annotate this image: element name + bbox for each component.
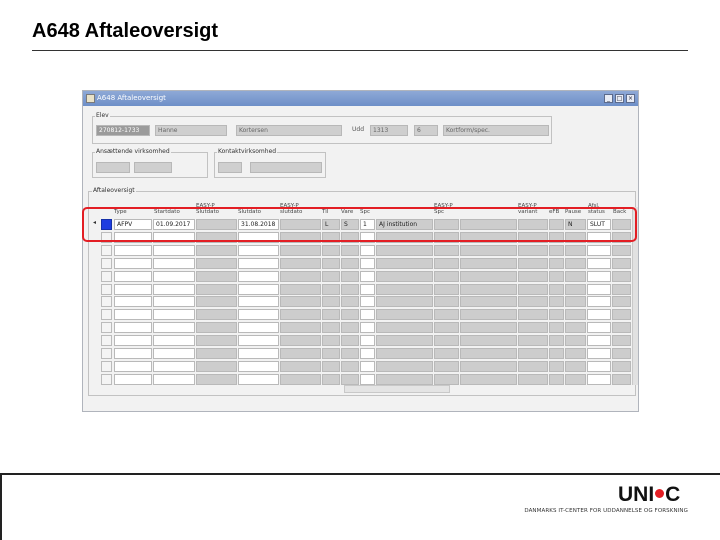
grid-cell	[549, 296, 564, 307]
current-row-arrow-icon: ◂	[93, 219, 97, 226]
udd-field[interactable]: 1313	[370, 125, 408, 136]
row-selector[interactable]	[101, 335, 112, 346]
col-header-afsl-status: Afsl. status	[588, 203, 605, 215]
grid-cell[interactable]	[587, 271, 611, 282]
grid-cell	[322, 374, 340, 385]
grid-cell	[518, 296, 548, 307]
cell-type[interactable]: AFPV	[114, 219, 152, 230]
grid-cell	[341, 322, 359, 333]
grid-cell	[518, 258, 548, 269]
cell-easy-spc: AJ institution	[376, 219, 433, 230]
col-header-spc: Spc	[360, 209, 371, 215]
grid-cell	[322, 335, 340, 346]
grid-cell	[565, 296, 586, 307]
grid-cell[interactable]	[153, 284, 195, 295]
grid-cell	[612, 245, 631, 256]
col-header-pause: Pause	[565, 209, 582, 215]
grid-cell	[518, 322, 548, 333]
grid-cell	[565, 284, 586, 295]
app-icon	[86, 94, 95, 103]
kontakt-group-label: Kontaktvirksomhed	[218, 148, 277, 155]
grid-cell[interactable]	[587, 335, 611, 346]
grid-cell[interactable]	[114, 361, 152, 372]
grid-cell	[549, 245, 564, 256]
grid-cell	[280, 271, 321, 282]
grid-cell[interactable]	[114, 271, 152, 282]
grid-cell[interactable]	[587, 309, 611, 320]
grid-cell	[549, 348, 564, 359]
grid-cell[interactable]	[360, 309, 375, 320]
grid-cell[interactable]	[360, 271, 375, 282]
grid-cell	[341, 348, 359, 359]
grid-cell	[460, 296, 517, 307]
grid-cell[interactable]	[587, 322, 611, 333]
grid-cell	[341, 284, 359, 295]
grid-cell[interactable]	[238, 322, 279, 333]
grid-cell	[549, 271, 564, 282]
grid-cell	[196, 271, 237, 282]
col-header-startdato: Startdato	[154, 209, 180, 215]
grid-cell	[565, 245, 586, 256]
grid-cell	[280, 245, 321, 256]
grid-cell[interactable]	[360, 258, 375, 269]
speciale-field[interactable]: Kortform/spec.	[443, 125, 549, 136]
row-selector[interactable]	[101, 271, 112, 282]
highlight-frame	[82, 207, 637, 242]
grid-cell	[341, 374, 359, 385]
grid-cell[interactable]	[360, 322, 375, 333]
grid-cell	[612, 309, 631, 320]
grid-cell	[376, 309, 433, 320]
maximize-button[interactable]: □	[616, 95, 623, 102]
ansaettende-field-1[interactable]	[96, 162, 130, 173]
grid-cell	[549, 322, 564, 333]
grid-cell	[322, 309, 340, 320]
grid-cell	[196, 309, 237, 320]
grid-cell	[549, 335, 564, 346]
grid-cell	[434, 309, 459, 320]
row-selector[interactable]	[101, 348, 112, 359]
grid-cell	[196, 258, 237, 269]
grid-cell	[518, 284, 548, 295]
grid-cell	[612, 348, 631, 359]
grid-cell	[196, 374, 237, 385]
grid-cell	[549, 284, 564, 295]
grid-cell	[612, 271, 631, 282]
grid-cell[interactable]	[587, 296, 611, 307]
grid-cell	[376, 296, 433, 307]
cell-startdato[interactable]: 01.09.2017	[153, 219, 195, 230]
grid-cell	[434, 374, 459, 385]
grid-cell	[460, 271, 517, 282]
row-selector[interactable]	[101, 309, 112, 320]
grid-cell	[280, 361, 321, 372]
grid-cell[interactable]	[153, 309, 195, 320]
grid-cell	[460, 284, 517, 295]
grid-cell[interactable]	[238, 361, 279, 372]
udd-label: Udd	[352, 126, 365, 133]
grid-cell[interactable]	[360, 284, 375, 295]
elev-first-name-field[interactable]: Hanne	[155, 125, 227, 136]
grid-cell[interactable]	[587, 348, 611, 359]
grid-cell	[460, 335, 517, 346]
grid-cell	[322, 348, 340, 359]
grid-cell	[322, 245, 340, 256]
grid-cell	[460, 258, 517, 269]
grid-cell[interactable]	[153, 322, 195, 333]
grid-cell[interactable]	[238, 258, 279, 269]
grid-cell[interactable]	[587, 361, 611, 372]
grid-cell[interactable]	[238, 309, 279, 320]
udd-code-field[interactable]: 6	[414, 125, 438, 136]
grid-cell[interactable]	[360, 245, 375, 256]
grid-cell	[460, 322, 517, 333]
aftaler-group-label: Aftaleoversigt	[93, 187, 135, 194]
col-header-easy-spc: EASY-P Spc	[434, 203, 453, 215]
grid-cell	[341, 309, 359, 320]
grid-cell	[434, 361, 459, 372]
grid-cell	[549, 309, 564, 320]
grid-cell	[376, 284, 433, 295]
grid-cell[interactable]	[360, 361, 375, 372]
grid-cell[interactable]	[114, 296, 152, 307]
unic-logo: UNI C	[618, 483, 681, 506]
grid-cell	[518, 271, 548, 282]
row-selector[interactable]	[101, 245, 112, 256]
grid-cell	[341, 335, 359, 346]
grid-cell[interactable]	[153, 258, 195, 269]
grid-cell	[376, 271, 433, 282]
grid-cell	[196, 296, 237, 307]
grid-cell	[280, 374, 321, 385]
grid-cell	[280, 348, 321, 359]
grid-cell[interactable]	[360, 348, 375, 359]
window-title: A648 Aftaleoversigt	[97, 94, 166, 102]
col-header-easy-slutdato: EASY-P Slutdato	[196, 203, 220, 215]
row-selector[interactable]	[101, 322, 112, 333]
cell-vare[interactable]: S	[341, 219, 359, 230]
col-header-type: Type	[114, 209, 127, 215]
grid-cell	[341, 361, 359, 372]
horizontal-scrollbar[interactable]	[344, 385, 450, 393]
grid-cell	[341, 296, 359, 307]
grid-cell	[376, 335, 433, 346]
minimize-button[interactable]: _	[604, 94, 613, 103]
grid-cell[interactable]	[114, 335, 152, 346]
grid-cell	[518, 335, 548, 346]
grid-cell	[565, 348, 586, 359]
grid-cell	[460, 245, 517, 256]
grid-cell	[322, 322, 340, 333]
grid-cell	[549, 361, 564, 372]
grid-cell	[549, 374, 564, 385]
grid-cell[interactable]	[587, 258, 611, 269]
grid-cell	[376, 348, 433, 359]
row-selector[interactable]	[101, 296, 112, 307]
col-header-variant: EASY-P variant	[518, 203, 538, 215]
grid-cell	[376, 258, 433, 269]
grid-cell	[612, 374, 631, 385]
grid-cell	[434, 335, 459, 346]
grid-cell[interactable]	[114, 284, 152, 295]
col-header-efb: eFB	[549, 209, 560, 215]
grid-cell[interactable]	[114, 348, 152, 359]
kontakt-field-2[interactable]	[250, 162, 322, 173]
ansaettende-field-2[interactable]	[134, 162, 172, 173]
grid-cell	[280, 335, 321, 346]
grid-cell	[280, 284, 321, 295]
grid-cell	[341, 245, 359, 256]
grid-cell	[280, 296, 321, 307]
grid-cell	[280, 322, 321, 333]
grid-cell	[434, 322, 459, 333]
col-header-back: Back	[613, 209, 627, 215]
grid-cell	[376, 374, 433, 385]
grid-cell	[565, 309, 586, 320]
grid-cell	[322, 361, 340, 372]
grid-cell[interactable]	[153, 271, 195, 282]
grid-cell[interactable]	[114, 258, 152, 269]
grid-cell[interactable]	[587, 284, 611, 295]
grid-cell[interactable]	[238, 296, 279, 307]
grid-cell	[612, 322, 631, 333]
grid-cell	[341, 271, 359, 282]
grid-cell	[434, 258, 459, 269]
grid-cell	[565, 258, 586, 269]
grid-cell[interactable]	[587, 374, 611, 385]
slide-title: A648 Aftaleoversigt	[32, 20, 218, 42]
grid-cell	[322, 284, 340, 295]
grid-cell	[376, 322, 433, 333]
grid-cell	[518, 361, 548, 372]
grid-cell	[518, 245, 548, 256]
grid-cell[interactable]	[153, 335, 195, 346]
ansaettende-group-label: Ansættende virksomhed	[96, 148, 170, 155]
elev-group-label: Elev	[96, 112, 109, 119]
grid-cell	[434, 284, 459, 295]
grid-cell	[322, 296, 340, 307]
grid-cell[interactable]	[238, 284, 279, 295]
grid-cell	[196, 284, 237, 295]
grid-cell	[612, 258, 631, 269]
cell-afsl-status[interactable]: SLUT	[587, 219, 611, 230]
window-titlebar[interactable]	[83, 91, 638, 106]
grid-cell	[460, 374, 517, 385]
grid-cell	[322, 271, 340, 282]
col-header-til: Til	[322, 209, 329, 215]
elev-last-name-field[interactable]: Kortersen	[236, 125, 342, 136]
row-selector[interactable]	[101, 374, 112, 385]
elev-cpr-field[interactable]: 270812-1733	[96, 125, 150, 136]
grid-cell	[322, 258, 340, 269]
grid-cell	[612, 284, 631, 295]
row-selector[interactable]	[101, 284, 112, 295]
logo-dot-icon	[655, 489, 664, 498]
grid-cell	[434, 348, 459, 359]
grid-cell[interactable]	[114, 245, 152, 256]
grid-cell	[565, 322, 586, 333]
grid-cell[interactable]	[238, 245, 279, 256]
cell-spc[interactable]: 1	[360, 219, 375, 230]
grid-cell	[549, 258, 564, 269]
grid-cell	[280, 309, 321, 320]
grid-cell[interactable]	[153, 245, 195, 256]
grid-cell	[460, 309, 517, 320]
grid-cell	[612, 335, 631, 346]
grid-cell	[280, 258, 321, 269]
cell-til[interactable]: L	[322, 219, 340, 230]
grid-cell	[196, 361, 237, 372]
grid-cell[interactable]	[114, 309, 152, 320]
grid-cell[interactable]	[238, 271, 279, 282]
grid-cell	[612, 361, 631, 372]
cell-slutdato[interactable]: 31.08.2018	[238, 219, 279, 230]
col-header-easy-slut: EASY-P slutdato	[280, 203, 303, 215]
footer-panel	[0, 473, 720, 540]
grid-cell	[565, 271, 586, 282]
grid-cell	[341, 258, 359, 269]
grid-cell[interactable]	[114, 322, 152, 333]
col-header-slutdato: Slutdato	[238, 209, 262, 215]
grid-cell[interactable]	[153, 296, 195, 307]
grid-cell[interactable]	[360, 374, 375, 385]
grid-cell	[434, 296, 459, 307]
grid-cell	[518, 374, 548, 385]
grid-cell[interactable]	[114, 374, 152, 385]
grid-cell[interactable]	[360, 335, 375, 346]
grid-cell	[565, 374, 586, 385]
grid-cell	[376, 361, 433, 372]
cell-pause[interactable]: N	[565, 219, 586, 230]
col-header-vare: Vare	[341, 209, 354, 215]
footer-tagline: DANMARKS IT-CENTER FOR UDDANNELSE OG FORSKNING	[524, 508, 688, 514]
kontakt-field-1[interactable]	[218, 162, 242, 173]
grid-cell	[518, 309, 548, 320]
title-divider	[32, 50, 688, 51]
grid-cell	[460, 361, 517, 372]
close-button[interactable]: ×	[627, 95, 634, 102]
row-selector[interactable]	[101, 258, 112, 269]
grid-cell[interactable]	[153, 374, 195, 385]
grid-cell	[518, 348, 548, 359]
grid-cell[interactable]	[587, 245, 611, 256]
grid-cell	[196, 245, 237, 256]
row-selector[interactable]	[101, 361, 112, 372]
grid-cell	[376, 245, 433, 256]
grid-cell	[565, 335, 586, 346]
grid-cell	[612, 296, 631, 307]
grid-cell	[434, 245, 459, 256]
grid-cell	[434, 271, 459, 282]
grid-cell	[196, 335, 237, 346]
grid-cell[interactable]	[238, 374, 279, 385]
grid-cell	[460, 348, 517, 359]
grid-cell[interactable]	[153, 361, 195, 372]
grid-cell[interactable]	[238, 335, 279, 346]
grid-cell	[196, 322, 237, 333]
grid-cell[interactable]	[238, 348, 279, 359]
grid-cell	[196, 348, 237, 359]
grid-cell	[565, 361, 586, 372]
grid-cell[interactable]	[360, 296, 375, 307]
grid-cell[interactable]	[153, 348, 195, 359]
